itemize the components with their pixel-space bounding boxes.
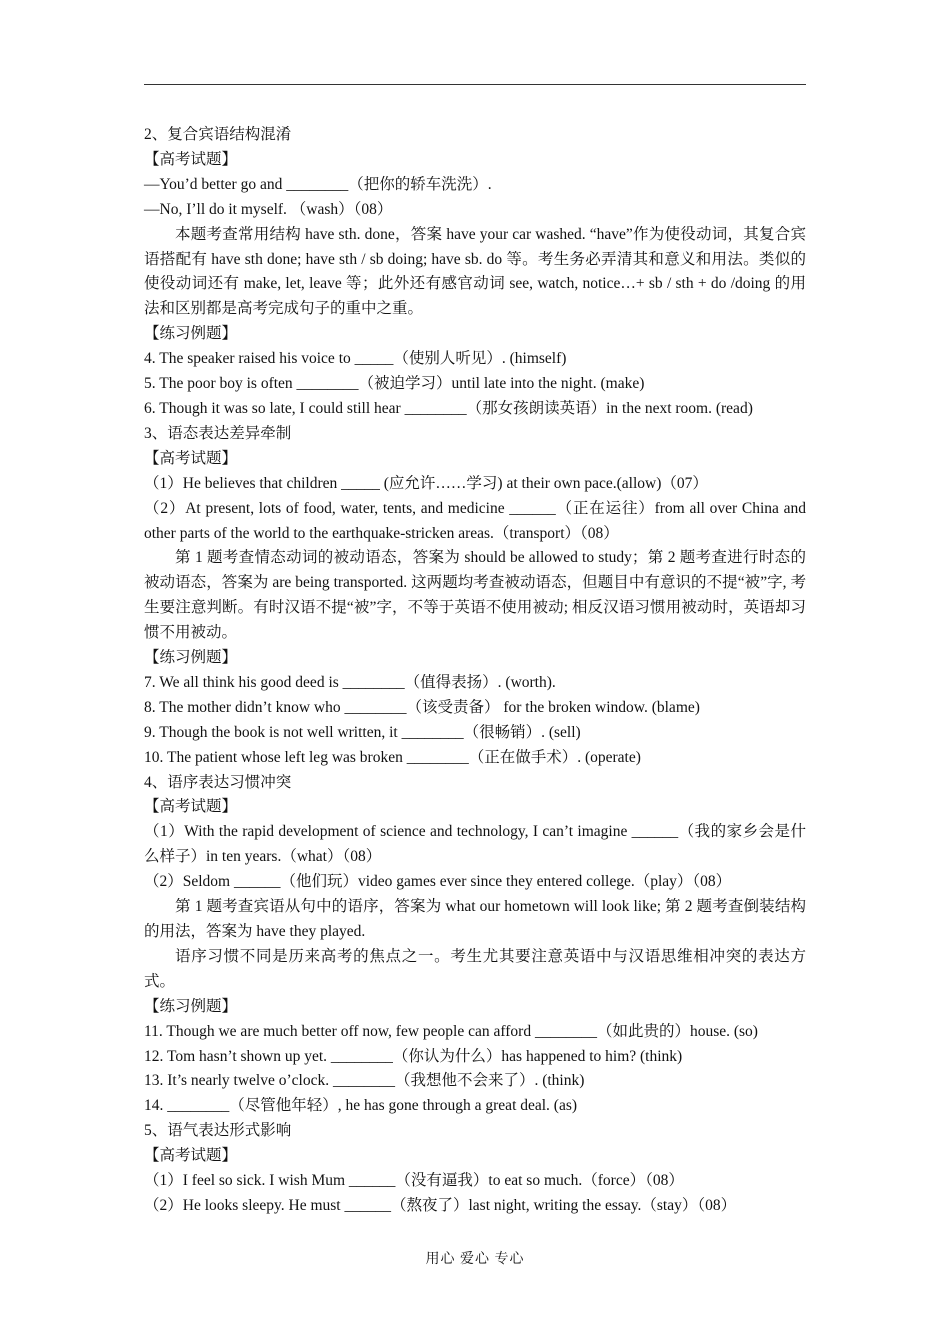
page-footer: 用心 爱心 专心 bbox=[425, 1252, 525, 1267]
practice-label: 【练习例题】 bbox=[144, 997, 238, 1015]
exam-label: 【高考试题】 bbox=[144, 150, 238, 168]
exam-question-line: （1）With the rapid development of science and technology, I can’t imagine ______（我的家乡会是什么样子）in ten years.（what）（08） bbox=[144, 823, 806, 866]
practice-item: 10. The patient whose left leg was broken ________（正在做手术）. (operate) bbox=[144, 748, 641, 766]
section-heading-3: 3、语态表达差异牵制 bbox=[144, 424, 292, 442]
practice-item: 6. Though it was so late, I could still hear ________（那女孩朗读英语）in the next room. (read) bbox=[144, 399, 753, 417]
practice-item: 9. Though the book is not well written, it ________（很畅销）. (sell) bbox=[144, 723, 581, 741]
exam-label: 【高考试题】 bbox=[144, 1147, 238, 1165]
exam-label: 【高考试题】 bbox=[144, 449, 238, 467]
explanation-paragraph: 第 1 题考查情态动词的被动语态，答案为 should be allowed to study；第 2 题考查进行时态的被动语态，答案为 are being transported. 这两题均考查被动语态，但题目中有意识的不提“被”字, 考生要注意判断。有时汉语不提“被”字，不等于英语不使用被动; 相反汉语习惯用被动时，英语却习惯不用被动。 bbox=[144, 549, 806, 642]
exam-question-line: （1）I feel so sick. I wish Mum ______（没有逼我）to eat so much.（force）（08） bbox=[144, 1172, 684, 1190]
practice-label: 【练习例题】 bbox=[144, 649, 238, 667]
practice-item: 7. We all think his good deed is ________（值得表扬）. (worth). bbox=[144, 673, 556, 691]
practice-item: 4. The speaker raised his voice to _____（使别人听见）. (himself) bbox=[144, 350, 567, 368]
exam-label: 【高考试题】 bbox=[144, 798, 238, 816]
exam-question-line: （1）He believes that children _____ (应允许……学习) at their own pace.(allow)（07） bbox=[144, 474, 708, 492]
practice-item: 14. ________（尽管他年轻）, he has gone through a great deal. (as) bbox=[144, 1097, 578, 1115]
practice-item: 8. The mother didn’t know who ________（该受责备） for the broken window. (blame) bbox=[144, 698, 700, 716]
section-heading-2: 2、复合宾语结构混淆 bbox=[144, 126, 292, 143]
explanation-paragraph: 第 1 题考查宾语从句中的语序，答案为 what our hometown will look like; 第 2 题考查倒装结构的用法，答案为 have they played. bbox=[144, 898, 806, 940]
header-rule bbox=[144, 84, 806, 85]
section-heading-4: 4、语序表达习惯冲突 bbox=[144, 773, 292, 791]
explanation-paragraph: 语序习惯不同是历来高考的焦点之一。考生尤其要注意英语中与汉语思维相冲突的表达方式。 bbox=[144, 947, 806, 990]
practice-label: 【练习例题】 bbox=[144, 325, 238, 343]
section-heading-5: 5、语气表达形式影响 bbox=[144, 1122, 292, 1140]
exam-question-line: （2）Seldom ______（他们玩）video games ever since they entered college.（play）（08） bbox=[144, 873, 732, 891]
practice-item: 12. Tom hasn’t shown up yet. ________（你认为什么）has happened to him? (think) bbox=[144, 1047, 683, 1065]
document-body bbox=[144, 123, 806, 1219]
exam-question-line: —You’d better go and ________（把你的轿车洗洗）. bbox=[144, 175, 492, 193]
practice-item: 11. Though we are much better off now, few people can afford ________（如此贵的）house. (so) bbox=[144, 1022, 758, 1040]
explanation-paragraph: 本题考查常用结构 have sth. done，答案 have your car washed. “have”作为使役动词，其复合宾语搭配有 have sth done; have sth / sb doing; have sb. do 等。考生务必弄清其和意义和用法。类似的使役动词还有 make, let, leave 等；此外还有感官动词 see, watch, notice…+ sb / sth + do /doing 的用法和区别都是高考完成句子的重中之重。 bbox=[144, 225, 806, 318]
practice-item: 5. The poor boy is often ________（被迫学习）until late into the night. (make) bbox=[144, 375, 645, 393]
exam-question-line: （2）At present, lots of food, water, tents, and medicine ______（正在运往）from all over China and other parts of the world to the earthquake-stricken areas.（transport）（08） bbox=[144, 499, 806, 542]
practice-item: 13. It’s nearly twelve o’clock. ________（我想他不会来了）. (think) bbox=[144, 1072, 585, 1090]
exam-question-line: （2）He looks sleepy. He must ______（熬夜了）last night, writing the essay.（stay）（08） bbox=[144, 1196, 737, 1214]
exam-question-line: —No, I’ll do it myself. （wash）（08） bbox=[144, 200, 393, 218]
